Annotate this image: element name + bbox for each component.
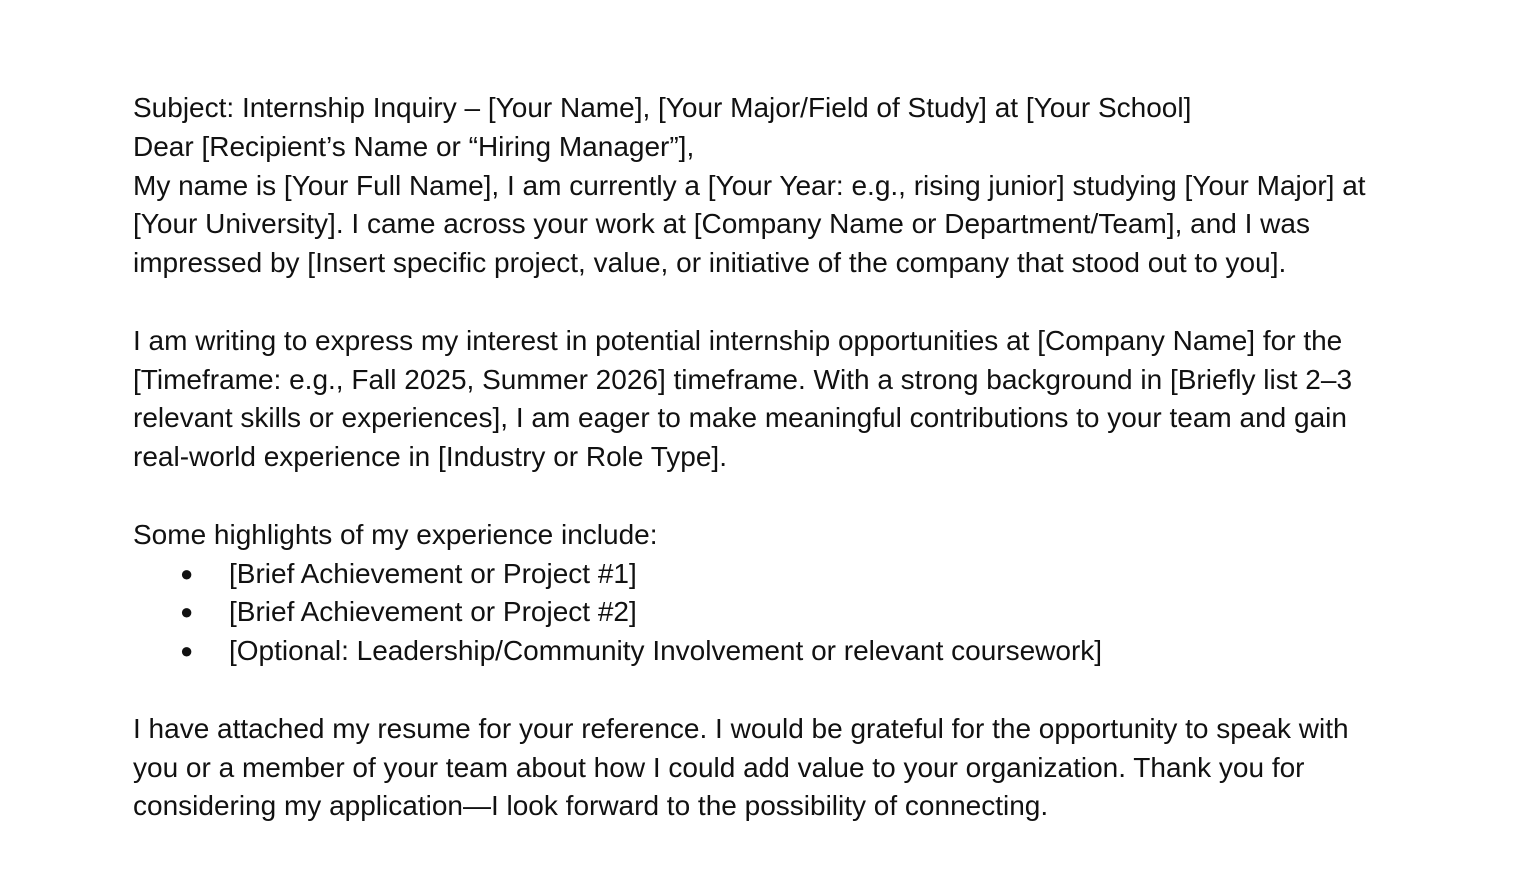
list-item (133, 593, 1395, 632)
bullet-icon: ● (180, 638, 194, 664)
highlights-intro: Some highlights of my experience include: (133, 518, 658, 550)
interest-paragraph: I am writing to express my interest in potential internship opportunities at [Company Name] for the [Timeframe: e.g., Fall 2025, Summer 2026] timeframe. With a strong background in [Briefly list 2–3 relevant skills or experiences], I am eager to make meaningful contributions to your team and gain real-world experience in [Industry or Role Type]. (133, 324, 1353, 473)
paragraph-spacer (133, 477, 1395, 516)
bullet-icon: ● (180, 599, 194, 625)
closing-paragraph: I have attached my resume for your reference. I would be grateful for the opportunity to speak with you or a member of your team about how I could add value to your organization. Thank you for considering my application—I look forward to the possibility of connecting. (133, 712, 1349, 822)
email-body (133, 89, 1395, 826)
paragraph-spacer (133, 283, 1395, 322)
paragraph-spacer (133, 671, 1395, 710)
list-item-text: [Brief Achievement or Project #2] (229, 596, 637, 628)
list-item (133, 632, 1395, 671)
highlights-list (133, 555, 1395, 671)
greeting: Dear [Recipient’s Name or “Hiring Manager”], (133, 130, 695, 162)
list-item (133, 555, 1395, 594)
subject-line: Subject: Internship Inquiry – [Your Name], [Your Major/Field of Study] at [Your School] (133, 92, 1192, 123)
intro-paragraph: My name is [Your Full Name], I am currently a [Your Year: e.g., rising junior] studying [Your Major] at [Your University]. I came across your work at [Company Name or Department/Team], and I was impressed by [Insert specific project, value, or initiative of the company that stood out to you]. (133, 169, 1366, 279)
bullet-icon: ● (180, 560, 194, 586)
list-item-text: [Brief Achievement or Project #1] (229, 557, 637, 589)
list-item-text: [Optional: Leadership/Community Involvement or relevant coursework] (229, 635, 1103, 667)
